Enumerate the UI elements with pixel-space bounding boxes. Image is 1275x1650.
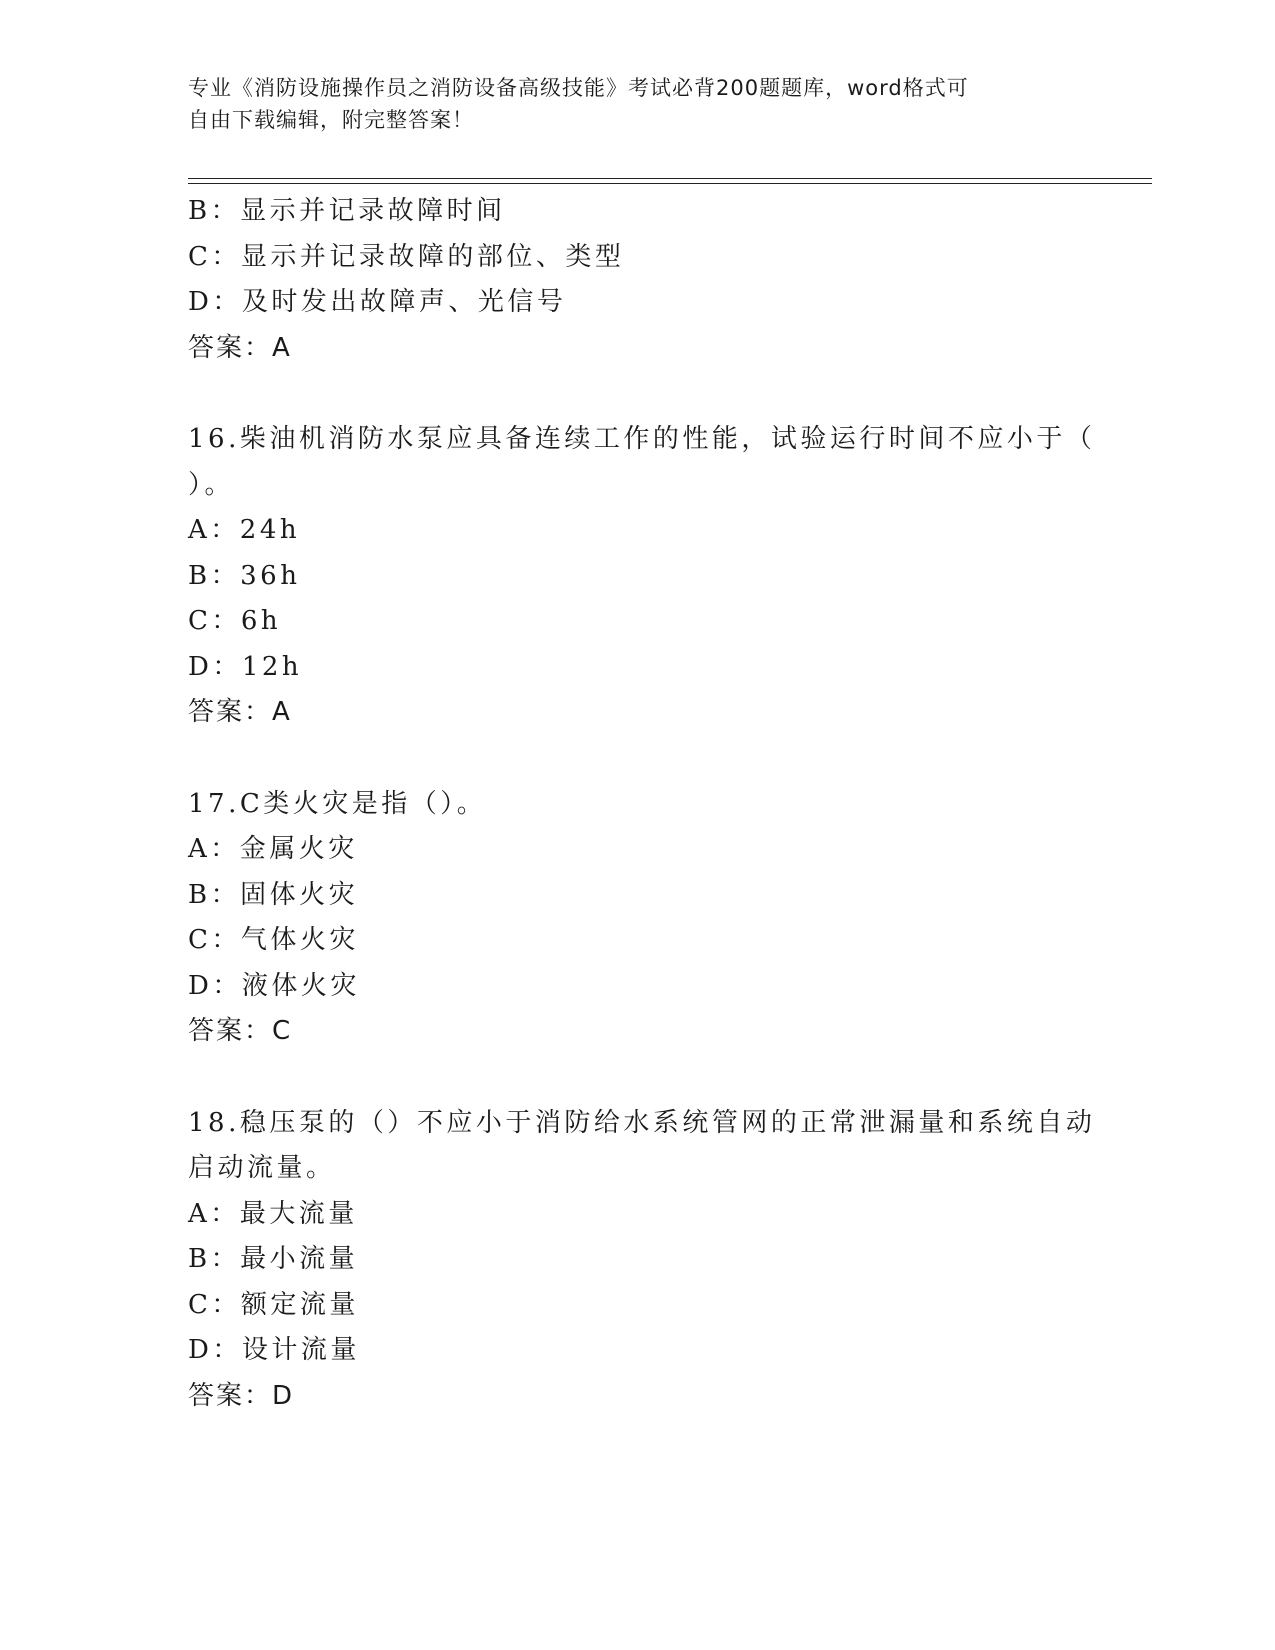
question-list — [188, 189, 1096, 1419]
spacer — [188, 1055, 1088, 1101]
header-line-2: 自由下载编辑，附完整答案！ — [188, 108, 474, 132]
document-header — [188, 72, 1068, 136]
option-d: D：液体火灾 — [188, 970, 360, 1001]
option-d: D：12h — [188, 651, 303, 682]
answer: 答案：A — [188, 697, 292, 727]
question-15-tail — [188, 189, 1088, 371]
question-stem: 16.柴油机消防水泵应具备连续工作的性能，试验运行时间不应小于（ — [188, 424, 1096, 454]
option-b: B：固体火灾 — [188, 879, 359, 910]
option-c: C：显示并记录故障的部位、类型 — [188, 241, 625, 272]
option-d: D：设计流量 — [188, 1335, 360, 1365]
answer: 答案：A — [188, 332, 292, 363]
option-b: B：显示并记录故障时间 — [188, 196, 506, 226]
option-d: D：及时发出故障声、光信号 — [188, 287, 567, 317]
option-c: C：气体火灾 — [188, 925, 359, 955]
question-stem: 18.稳压泵的（）不应小于消防给水系统管网的正常泄漏量和系统自动 — [188, 1107, 1096, 1138]
question-18 — [188, 1101, 1096, 1420]
spacer — [188, 371, 1088, 417]
question-stem-continued: ）。 — [188, 469, 235, 500]
header-line-1: 专业《消防设施操作员之消防设备高级技能》考试必背200题题库，word格式可 — [188, 76, 969, 100]
option-c: C：额定流量 — [188, 1289, 359, 1320]
question-16 — [188, 417, 1096, 736]
header-divider-top — [188, 178, 1152, 179]
option-c: C：6h — [188, 606, 282, 636]
question-stem: 17.C类火灾是指（）。 — [188, 788, 487, 819]
option-b: B：36h — [188, 560, 301, 591]
option-a: A：金属火灾 — [188, 834, 358, 864]
answer: 答案：D — [188, 1380, 295, 1411]
option-b: B：最小流量 — [188, 1244, 359, 1274]
question-17 — [188, 782, 1088, 1055]
option-a: A：24h — [188, 515, 301, 545]
option-a: A：最大流量 — [188, 1198, 358, 1229]
header-divider-bottom — [188, 183, 1152, 184]
question-stem-continued: 启动流量。 — [188, 1153, 336, 1183]
spacer — [188, 736, 1088, 782]
answer: 答案：C — [188, 1016, 293, 1046]
